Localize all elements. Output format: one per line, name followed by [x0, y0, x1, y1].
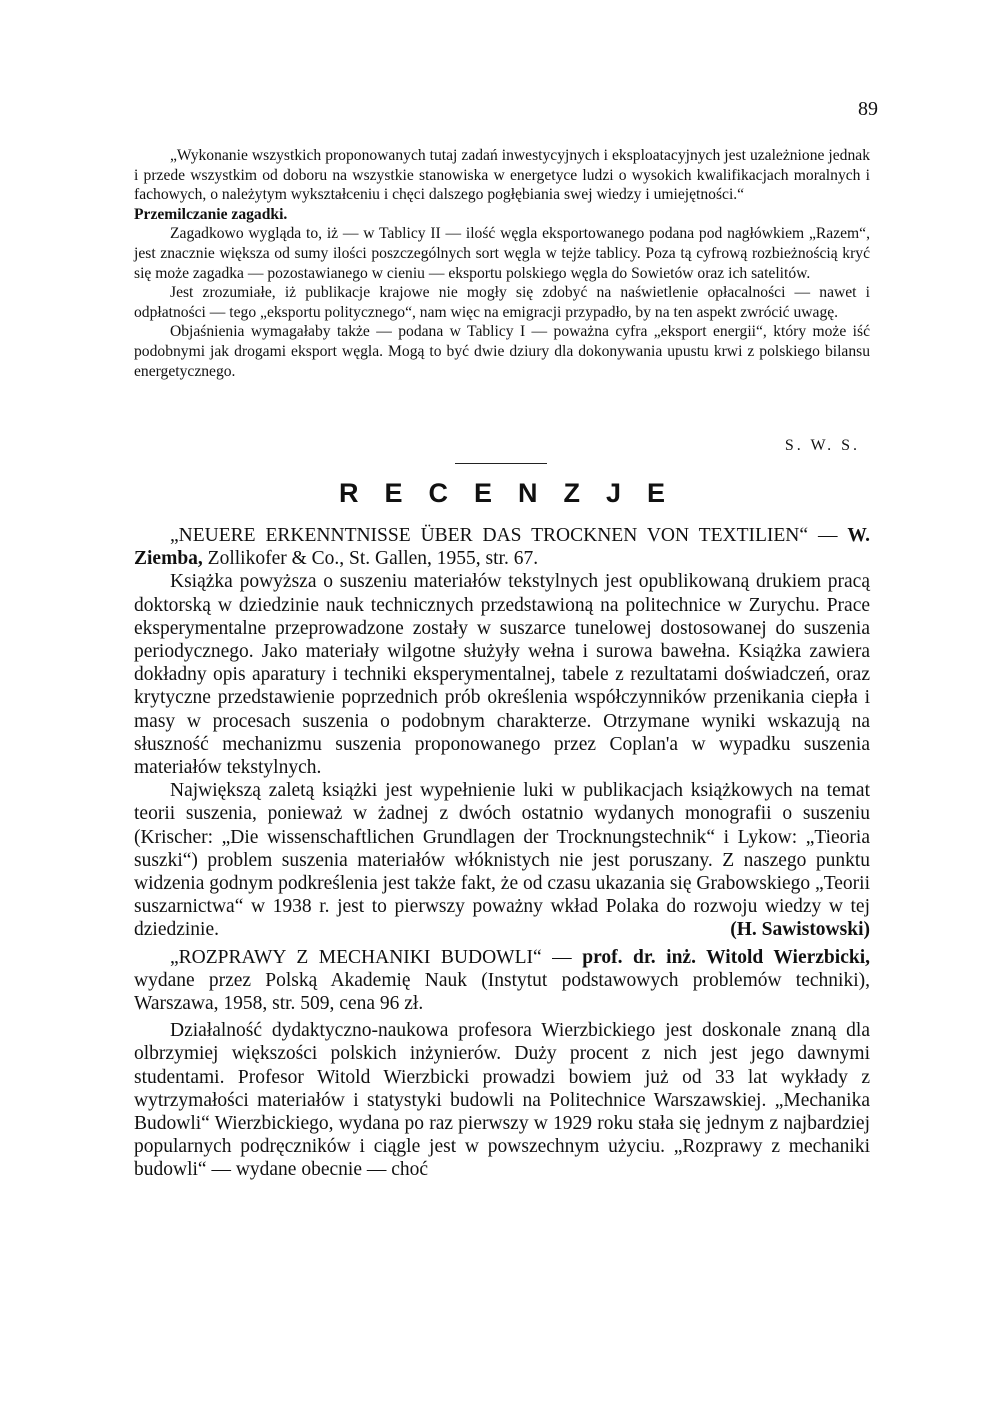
section-heading: RECENZJE — [338, 478, 692, 508]
review1-paragraph-2 — [134, 779, 870, 941]
review1-paragraph-1: Książka powyższa o suszeniu materiałów tekstylnych jest opublikowaną drukiem pracą doktorską w dziedzinie nauk technicznych przedstawioną na politechnice w Zurychu. Prace eksperymentalne przeprowadzone zostały w suszarce tunelowej dostosowanej do suszenia periodycznego. Jako materiały wilgotne służyły wełna i surowa bawełna. Książka zawiera dokładny opis aparatury i techniki eksperymentalnej, tabele z rezultatami doświadczeń, oraz krytyczne przedstawienie poprzednich prób określenia współczynników przenikania ciepła i masy w procesach suszenia o podobnym charakterze. Otrzymane wyniki wskazują na słuszność mechanizmu suszenia proponowanego przez Coplan'a w wypadku suszenia materiałów tekstylnych. — [134, 571, 870, 779]
top-text-block — [134, 146, 870, 381]
review1-reviewer: (H. Sawistowski) — [730, 919, 870, 941]
review1-reference — [134, 524, 870, 570]
review2-publisher: wydane przez Polską Akademię Nauk (Instytut podstawowych problemów techniki), Warszawa, 1958, str. 509, cena 96 zł. — [134, 969, 870, 1015]
review1-paragraph-2-text: Największą zaletą książki jest wypełnienie luki w publikacjach książkowych na temat teorii suszenia, ponieważ w żadnej z dwóch ostatnio wydanych monografii o suszeniu (Krischer: „Die wissenschaftlichen Grundlagen der Trocknungstechnik“ i Lykow: „Tieoria suszki“) problem suszenia materiałów włóknistych nie jest poruszany. Z naszego punktu widzenia godnym podkreślenia jest także fakt, że od czasu ukazania się Grabowskiego „Teorii suszarnictwa“ w 1938 r. jest to pierwszy poważny wkład Polaka do rozwoju wiedzy w tej dziedzinie. — [134, 780, 870, 941]
top-paragraph-1: Zagadkowo wygląda to, iż — w Tablicy II — ilość węgla eksportowanego podana pod nagłówkiem „Razem“, jest znacznie większa od sumy ilości poszczególnych sort węgla w tejże tablicy. Poza tą cyfrową rozbieżnością kryć się może zagadka — pozostawianego w cieniu — eksportu polskiego węgla do Sowietów oraz ich satelitów. — [134, 225, 870, 282]
review1-publisher: Zollikofer & Co., St. Gallen, 1955, str. 67. — [207, 548, 539, 570]
review2-author: prof. dr. inż. Witold Wierzbicki, — [582, 946, 870, 968]
review1-title: „NEUERE ERKENNTNISSE ÜBER DAS TROCKNEN VON TEXTILIEN“ — — [170, 525, 838, 546]
signature: S. W. S. — [784, 437, 860, 454]
review1-author: W. Ziemba, — [134, 525, 870, 570]
reviews-block — [134, 524, 870, 1182]
quote-paragraph: „Wykonanie wszystkich proponowanych tutaj zadań inwestycyjnych i eksploatacyjnych jest uzależnione jednak i przede wszystkim od doboru na wszystkie stanowiska w energetyce ludzi o wysokich kwalifikacjach moralnych i fachowych, o należytym wykształceniu i chęci dalszego pogłębiania swej wiedzy i umiejętności.“ — [134, 147, 870, 204]
top-paragraph-2: Jest zrozumiałe, iż publikacje krajowe nie mogły się zdobyć na naświetlenie opłacalności — nawet i odpłatności — tego „eksportu politycznego“, nam więc na emigracji przypadło, by na ten aspekt zwrócić uwagę. — [134, 284, 870, 321]
page-number: 89 — [858, 98, 878, 120]
divider-rule — [455, 463, 547, 464]
top-paragraph-3: Objaśnienia wymagałaby także — podana w Tablicy I — poważna cyfra „eksport energii“, który może iść podobnymi jak drogami eksport węgla. Mogą to być dwie dziury dla dokonywania upustu krwi z polskiego bilansu energetycznego. — [134, 323, 870, 380]
subheading: Przemilczanie zagadki. — [134, 205, 288, 223]
review2-paragraph-1: Działalność dydaktyczno-naukowa profesora Wierzbickiego jest doskonale znaną dla olbrzymiej większości polskich inżynierów. Duży procent z nich jest jego dawnymi studentami. Profesor Witold Wierzbicki prowadzi bowiem już od 33 lat wykłady z wytrzymałości materiałów i statystyki budowli na Politechnice Warszawskiej. „Mechanika Budowli“ Wierzbickiego, wydana po raz pierwszy w 1929 roku stała się jednym z najbardziej popularnych podręczników i ciągle jest w powszechnym użyciu. „Rozprawy z mechaniki budowli“ — wydane obecnie — choć — [134, 1020, 870, 1181]
review2-title: „ROZPRAWY Z MECHANIKI BUDOWLI“ — — [170, 946, 572, 968]
review2-reference — [134, 946, 870, 1016]
